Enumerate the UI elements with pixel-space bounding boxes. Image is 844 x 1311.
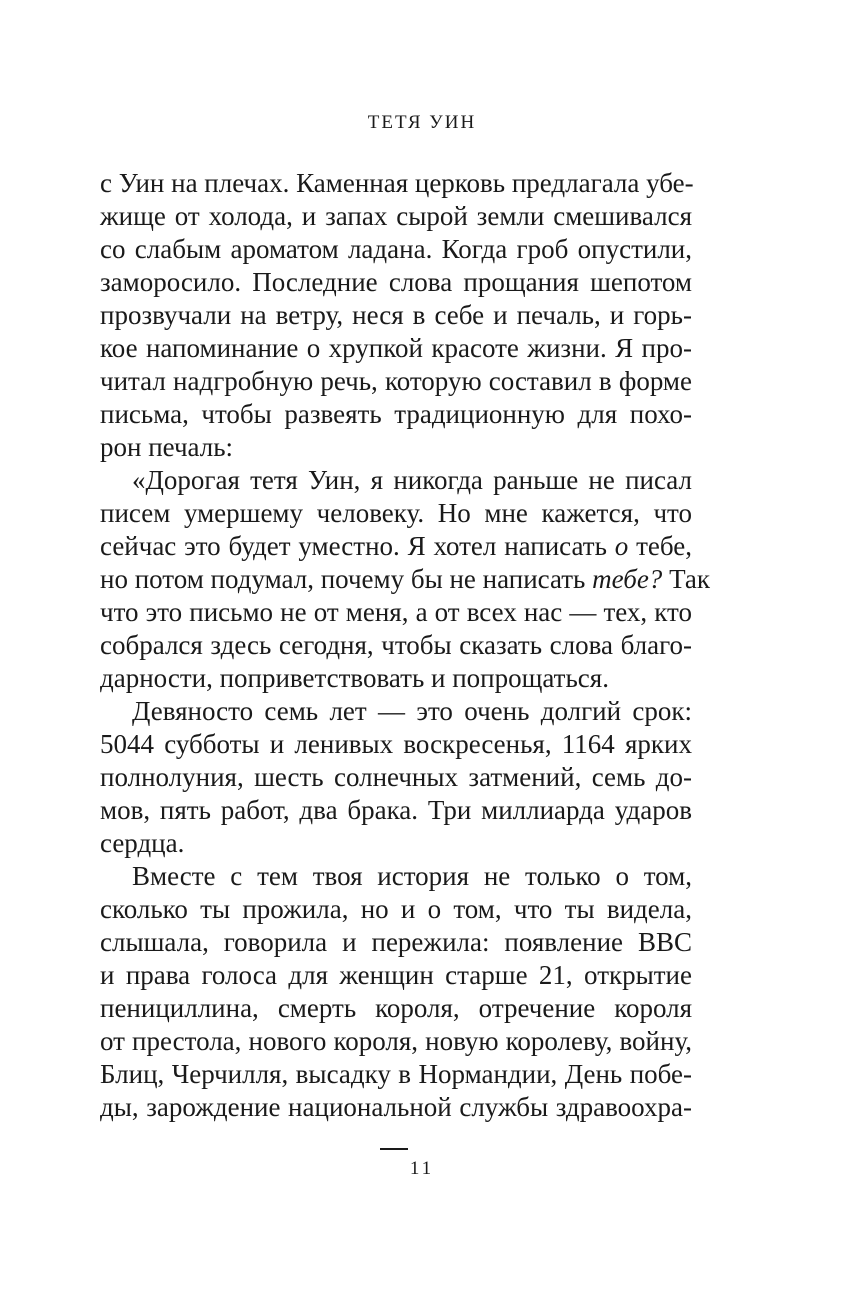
- text-line: Вместе с тем твоя история не только о том,: [132, 861, 692, 891]
- text-line: мов, пять работ, два брака. Три миллиарда ударов: [100, 795, 692, 825]
- italic-word: тебе?: [592, 564, 663, 594]
- text-line: сколько ты прожила, но и о том, что ты видела,: [100, 894, 692, 924]
- text-line: слышала, говорила и пережила: появление ВВС: [100, 927, 692, 957]
- text-segment: Так: [669, 564, 710, 594]
- folio-rule: [380, 1148, 408, 1150]
- paragraph: [100, 464, 710, 695]
- paragraph: [100, 167, 692, 464]
- text-line: и права голоса для женщин старше 21, открытие: [100, 960, 692, 990]
- text-line: письма, чтобы развеять традиционную для похо-: [100, 399, 692, 429]
- text-line: от престола, нового короля, новую королеву, войну,: [100, 1026, 692, 1056]
- text-line: ды, зарождение национальной службы здравоохра-: [100, 1092, 692, 1122]
- text-line: пенициллина, смерть короля, отречение короля: [100, 993, 692, 1023]
- text-line: «Дорогая тетя Уин, я никогда раньше не писал: [132, 465, 692, 495]
- page-number: 11: [409, 1158, 435, 1179]
- text-line: писем умершему человеку. Но мне кажется, что: [100, 498, 692, 528]
- text-line: полнолуния, шесть солнечных затмений, семь до-: [100, 762, 692, 792]
- paragraph: [100, 860, 692, 1124]
- text-line: со слабым ароматом ладана. Когда гроб опустили,: [100, 234, 692, 264]
- text-line: что это письмо не от меня, а от всех нас — тех, кто: [100, 597, 692, 627]
- text-line: с Уин на плечах. Каменная церковь предлагала убе-: [100, 168, 694, 198]
- text-segment: сейчас это будет уместно. Я хотел написать: [100, 531, 607, 561]
- text-line: прозвучали на ветру, неся в себе и печаль, и горь-: [100, 300, 692, 330]
- text-line: 5044 субботы и ленивых воскресенья, 1164 ярких: [100, 729, 692, 759]
- text-segment: тебе,: [636, 531, 693, 561]
- text-line: рон печаль:: [100, 432, 234, 462]
- text-line-mixed: [100, 563, 710, 596]
- text-segment: но потом подумал, почему бы не написать: [100, 564, 586, 594]
- running-head-title: ТЕТЯ УИН: [367, 112, 477, 133]
- text-line: заморосило. Последние слова прощания шепотом: [100, 267, 692, 297]
- text-line: жище от холода, и запах сырой земли смешивался: [100, 201, 692, 231]
- text-line: Девяносто семь лет — это очень долгий срок:: [132, 696, 692, 726]
- text-line-mixed: [100, 530, 692, 563]
- text-line: дарности, поприветствовать и попрощаться.: [100, 663, 609, 693]
- text-line: читал надгробную речь, которую составил в форме: [100, 366, 692, 396]
- text-line: собрался здесь сегодня, чтобы сказать слова благо-: [100, 630, 692, 660]
- text-line: кое напоминание о хрупкой красоте жизни. Я про-: [100, 333, 692, 363]
- italic-word: о: [614, 531, 629, 561]
- text-line: Блиц, Черчилля, высадку в Нормандии, День побе-: [100, 1059, 692, 1089]
- text-line: сердца.: [100, 828, 185, 858]
- body-text: [100, 167, 710, 1124]
- paragraph: [100, 695, 692, 860]
